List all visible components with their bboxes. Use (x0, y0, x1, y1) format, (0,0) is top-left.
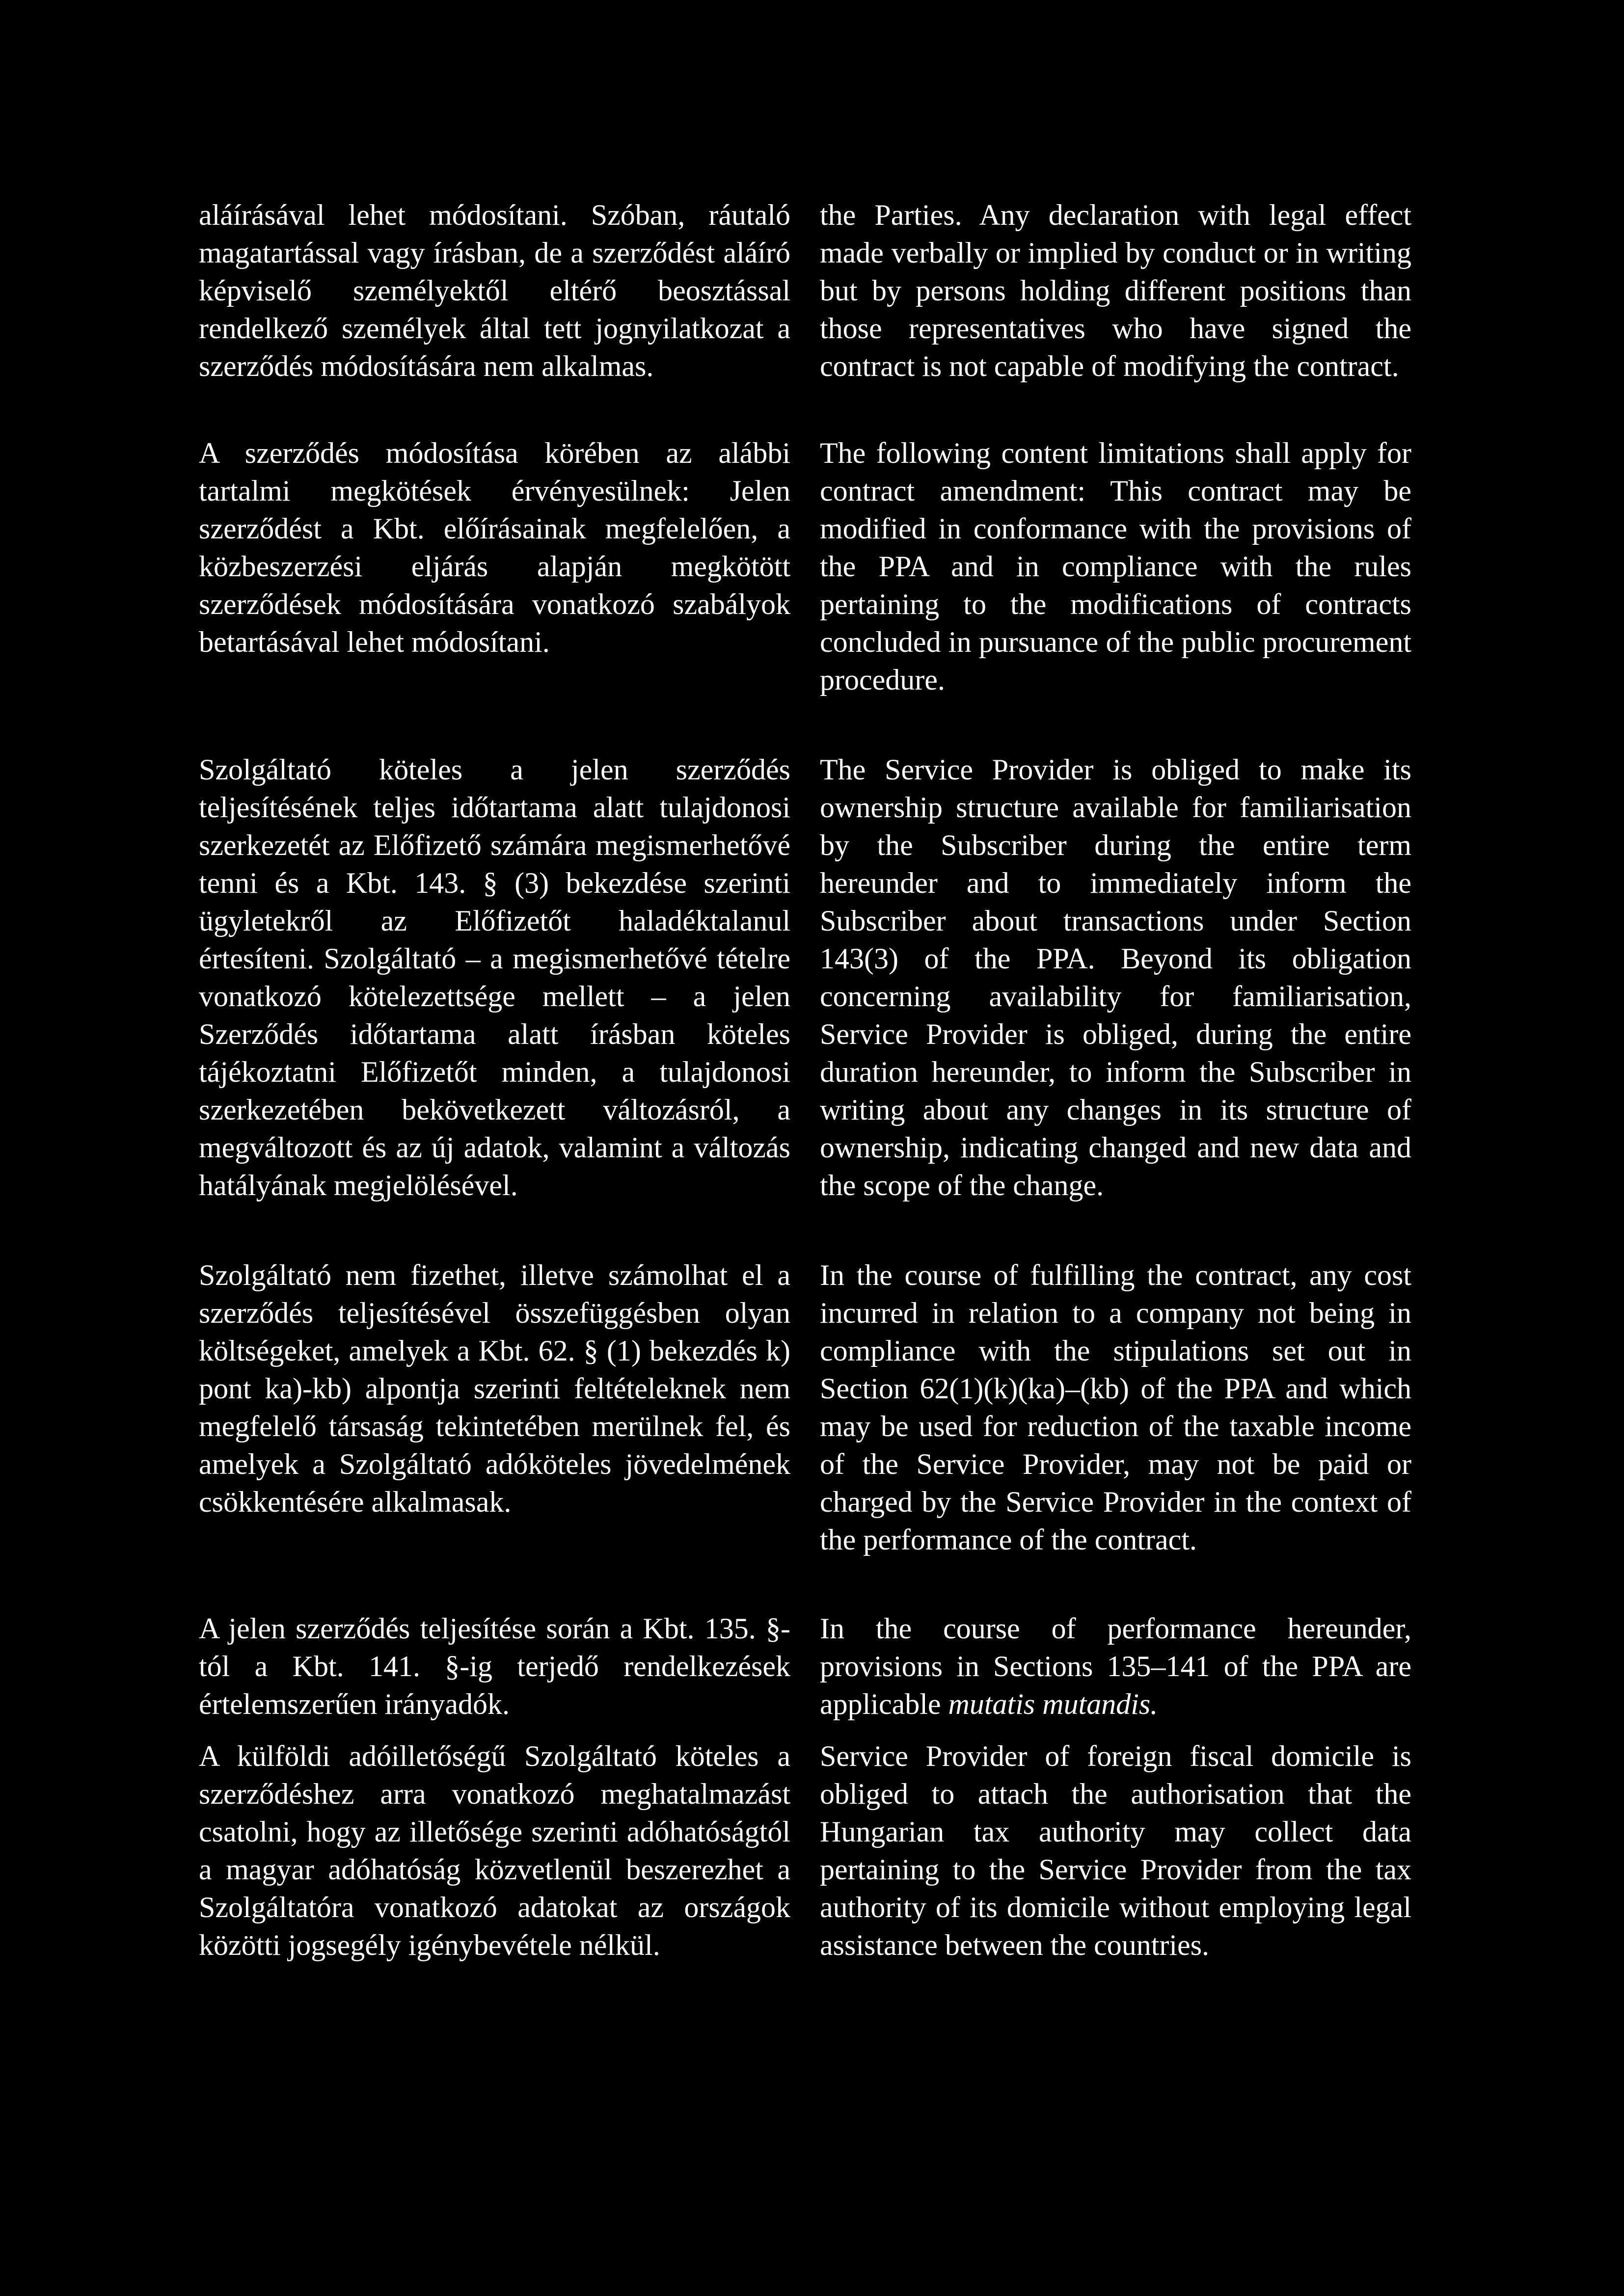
hungarian-paragraph: Szolgáltató köteles a jelen szerződés teljesítésének teljes időtartama alatt tulajdonosi szerkezetét az Előfizető számára megismerhetővé tenni és a Kbt. 143. § (3) bekezdése szerinti ügyletekről az Előfizetőt haladéktalanul értesíteni. Szolgáltató – a megismerhetővé tételre vonatkozó kötelezettsége mellett – a jelen Szerződés időtartama alatt írásban köteles tájékoztatni Előfizetőt minden, a tulajdonosi szerkezetében bekövetkezett változásról, a megváltozott és az új adatok, valamint a változás hatályának megjelölésével. (199, 753, 790, 1201)
english-paragraph: the Parties. Any declaration with legal effect made verbally or implied by conduct or in writing but by persons holding different positions than those representatives who have signed the contract is not capable of modifying the contract. (820, 199, 1411, 382)
english-paragraph: In the course of fulfilling the contract, any cost incurred in relation to a company not being in compliance with the stipulations set out in Section 62(1)(k)(ka)–(kb) of the PPA and which may be used for reduction of the taxable income of the Service Provider, may not be paid or charged by the Service Provider in the context of the performance of the contract. (820, 1259, 1411, 1556)
hungarian-paragraph: aláírásával lehet módosítani. Szóban, ráutaló magatartással vagy írásban, de a szerződést aláíró képviselő személyektől eltérő beosztással rendelkező személyek által tett jognyilatkozat a szerződés módosítására nem alkalmas. (199, 199, 790, 382)
hungarian-paragraph: A külföldi adóilletőségű Szolgáltató köteles a szerződéshez arra vonatkozó meghatalmazást csatolni, hogy az illetősége szerinti adóhatóságtól a magyar adóhatóság közvetlenül beszerezhet a Szolgáltatóra vonatkozó adatokat az országok közötti jogsegély igénybevétele nélkül. (199, 1740, 790, 1961)
english-paragraph: Service Provider of foreign fiscal domicile is obliged to attach the authorisation that the Hungarian tax authority may collect data pertaining to the Service Provider from the tax authority of its domicile without employing legal assistance between the countries. (820, 1740, 1411, 1961)
hungarian-paragraph: Szolgáltató nem fizethet, illetve számolhat el a szerződés teljesítésével összefüggésben olyan költségeket, amelyek a Kbt. 62. § (1) bekezdés k) pont ka)-kb) alpontja szerinti feltételeknek nem megfelelő társaság tekintetében merülnek fel, és amelyek a Szolgáltató adóköteles jövedelmének csökkentésére alkalmasak. (199, 1259, 790, 1518)
english-paragraph (820, 1610, 1411, 1723)
latin-phrase: mutatis mutandis. (948, 1688, 1158, 1720)
english-text: In the course of performance hereunder, provisions in Sections 135–141 of the PPA are applicable (820, 1612, 1411, 1720)
english-paragraph: The Service Provider is obliged to make its ownership structure available for familiarisation by the Subscriber during the entire term hereunder and to immediately inform the Subscriber about transactions under Section 143(3) of the PPA. Beyond its obligation concerning availability for familiarisation, Service Provider is obliged, during the entire duration hereunder, to inform the Subscriber in writing about any changes in its structure of ownership, indicating changed and new data and the scope of the change. (820, 753, 1411, 1201)
hungarian-paragraph: A jelen szerződés teljesítése során a Kbt. 135. §-tól a Kbt. 141. §-ig terjedő rendelkezések értelemszerűen irányadók. (199, 1612, 790, 1720)
english-paragraph: The following content limitations shall apply for contract amendment: This contract may be modified in conformance with the provisions of the PPA and in compliance with the rules pertaining to the modifications of contracts concluded in pursuance of the public procurement procedure. (820, 437, 1411, 696)
hungarian-paragraph: A szerződés módosítása körében az alábbi tartalmi megkötések érvényesülnek: Jelen szerződést a Kbt. előírásainak megfelelően, a közbeszerzési eljárás alapján megkötött szerződések módosítására vonatkozó szabályok betartásával lehet módosítani. (199, 437, 790, 658)
